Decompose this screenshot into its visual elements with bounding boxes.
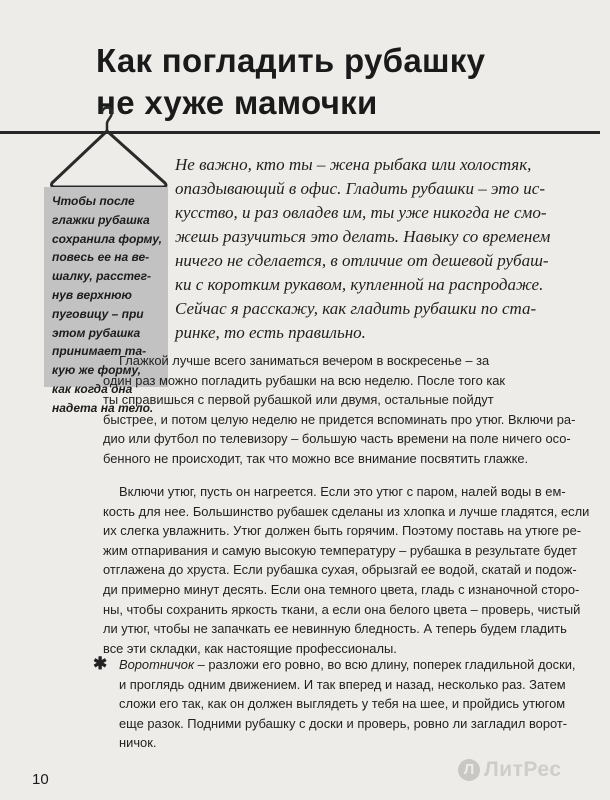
body-line: и проглядь одним движением. И так вперед и назад, несколько раз. Затем bbox=[119, 676, 566, 692]
intro-line: кусство, и раз овладев им, ты уже никогда не смо- bbox=[175, 203, 547, 222]
intro-line: ринке, то есть правильно. bbox=[175, 323, 366, 342]
body-line: еще разок. Подними рубашку с доски и проверь, ровно ли загладил ворот- bbox=[119, 715, 568, 731]
litres-logo-icon: Л bbox=[458, 759, 480, 781]
body-line: Глажкой лучше всего заниматься вечером в воскресенье – за bbox=[119, 353, 490, 368]
title-line-1: Как погладить рубашку bbox=[96, 42, 486, 79]
body-line: их слегка увлажнить. Утюг должен быть горячим. Поэтому поставь на утюге ре- bbox=[103, 523, 582, 539]
intro-line: ки с коротким рукавом, купленной на распродаже. bbox=[175, 275, 544, 294]
body-line: бенного не происходит, так что можно все внимание посвятить глажке. bbox=[103, 450, 529, 466]
sidebar-line: повесь ее на ве- bbox=[52, 250, 150, 265]
sidebar-line: Чтобы после bbox=[52, 194, 135, 208]
sidebar-line: глажки рубашка bbox=[52, 212, 150, 227]
sidebar-line: этом рубашка bbox=[52, 325, 141, 340]
body-line: ны, чтобы сохранить яркость ткани, а если она белого цвета – проверь, чистый bbox=[103, 601, 581, 617]
intro-line: ничего не сделается, в отличие от дешевой рубаш- bbox=[175, 251, 549, 270]
body-line: ты справишься с первой рубашкой или двумя, остальные пойдут bbox=[103, 392, 494, 408]
sidebar-line: пуговицу – при bbox=[52, 306, 144, 321]
body-line: отглажена до хруста. Если рубашка сухая, обрызгай ее водой, скатай и подож- bbox=[103, 562, 577, 578]
asterisk-bullet-icon: ✱ bbox=[93, 654, 108, 673]
sidebar-line: шалку, расстег- bbox=[52, 269, 152, 284]
sidebar-line: кую же форму, bbox=[52, 363, 142, 378]
watermark bbox=[458, 758, 562, 782]
body-line: ли утюг, чтобы не запачкать ее невинную бледность. А теперь будем гладить bbox=[103, 621, 567, 637]
bullet-term: Воротничок bbox=[119, 657, 195, 672]
body-paragraph-2 bbox=[103, 482, 595, 658]
body-line: кость для нее. Большинство рубашек сделаны из хлопка и лучше гладятся, если bbox=[103, 503, 590, 519]
intro-line: Сейчас я расскажу, как гладить рубашки по ста- bbox=[175, 299, 537, 318]
body-line: Включи утюг, пусть он нагреется. Если это утюг с паром, налей воды в ем- bbox=[119, 484, 566, 499]
intro-line: опаздывающий в офис. Гладить рубашки – это ис- bbox=[175, 179, 546, 198]
hanger-icon bbox=[48, 103, 172, 193]
body-line: все эти складки, как настоящие профессионалы. bbox=[103, 640, 397, 656]
intro-line: Не важно, кто ты – жена рыбака или холостяк, bbox=[175, 155, 532, 174]
body-line: жим отпаривания и самую высокую температуру – рубашка в результате будет bbox=[103, 542, 577, 558]
sidebar-line: как когда она bbox=[52, 381, 133, 396]
watermark-text: ЛитРес bbox=[484, 758, 562, 781]
bullet-term-definition: – разложи его ровно, во всю длину, поперек гладильной доски, bbox=[194, 657, 576, 672]
body-line bbox=[103, 655, 595, 675]
body-line: быстрее, и потом целую неделю не придется вспоминать про утюг. Включи ра- bbox=[103, 411, 576, 427]
sidebar-line: надета на тело. bbox=[52, 400, 154, 415]
sidebar-line: нув верхнюю bbox=[52, 287, 132, 302]
body-line: один раз можно погладить рубашки на всю неделю. После того как bbox=[103, 372, 506, 388]
body-line: ди примерно минут десять. Если она темного цвета, гладь с изнаночной сторо- bbox=[103, 581, 580, 597]
body-paragraph-1 bbox=[103, 351, 595, 469]
body-line: ничок. bbox=[119, 735, 157, 751]
body-line: дио или футбол по телевизору – большую часть времени на поле ничего осо- bbox=[103, 431, 571, 447]
page-number: 10 bbox=[32, 771, 49, 788]
body-paragraph-3 bbox=[103, 655, 595, 753]
sidebar-line: принимает та- bbox=[52, 344, 147, 359]
intro-paragraph bbox=[175, 153, 595, 345]
title-line-2: не хуже мамочки bbox=[96, 84, 378, 121]
intro-line: жешь разучиться это делать. Навыку со временем bbox=[175, 227, 551, 246]
sidebar-line: сохранила форму, bbox=[52, 231, 162, 246]
body-line: сложи его так, как он должен выглядеть у тебя на шее, и пройдись утюгом bbox=[119, 696, 566, 712]
